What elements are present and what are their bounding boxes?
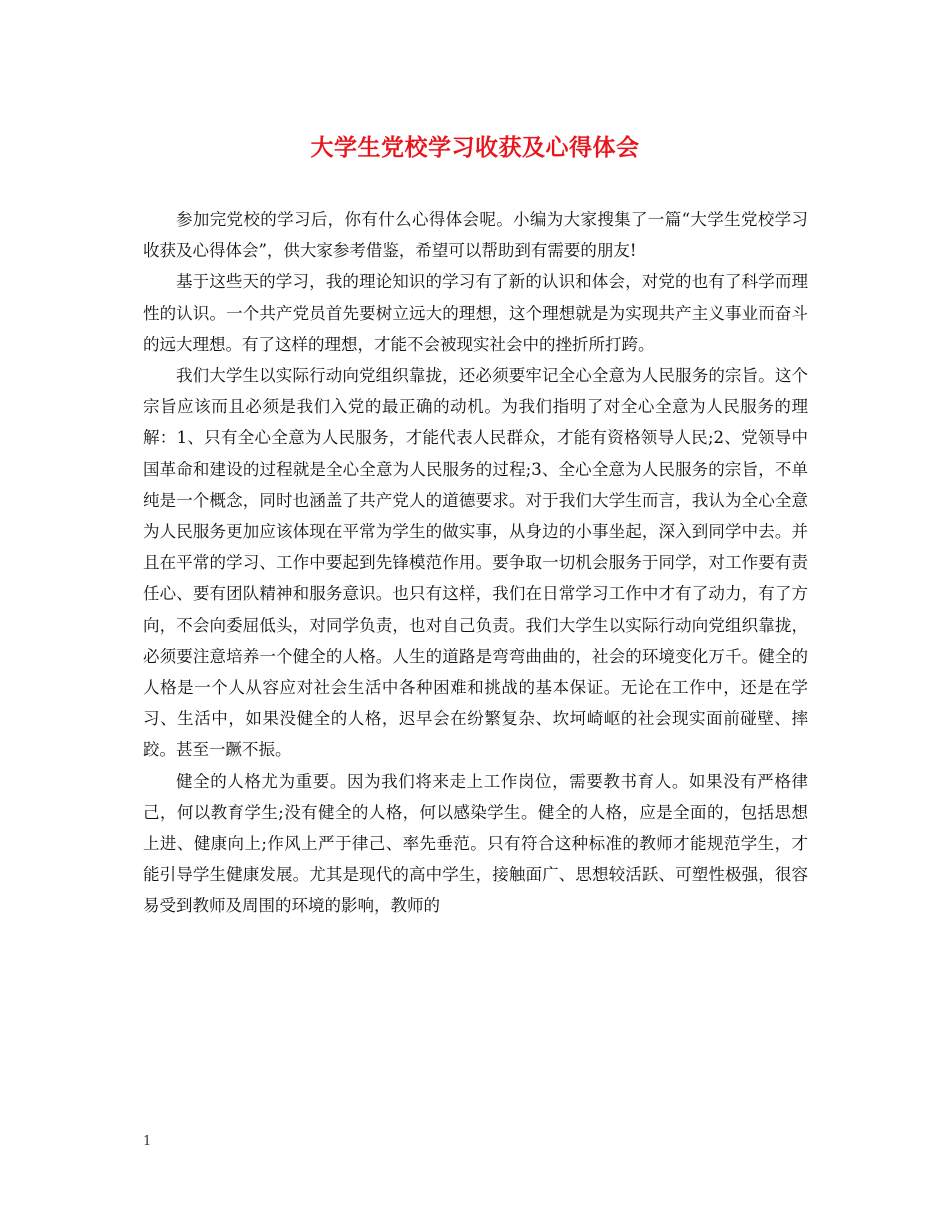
paragraph-intro: 参加完党校的学习后，你有什么心得体会呢。小编为大家搜集了一篇“大学生党校学习收获及心得体会”，供大家参考借鉴，希望可以帮助到有需要的朋友!	[143, 210, 808, 261]
document-body	[143, 204, 808, 922]
paragraph-theory-study: 基于这些天的学习，我的理论知识的学习有了新的认识和体会，对党的也有了科学而理性的认识。一个共产党员首先要树立远大的理想，这个理想就是为实现共产主义事业而奋斗的远大理想。有了这样的理想，才能不会被现实社会中的挫折所打跨。	[143, 272, 808, 354]
paragraph-sound-personality: 健全的人格尤为重要。因为我们将来走上工作岗位，需要教书育人。如果没有严格律己，何以教育学生;没有健全的人格，何以感染学生。健全的人格，应是全面的，包括思想上进、健康向上;作风上严于律己、率先垂范。只有符合这种标准的教师才能规范学生，才能引导学生健康发展。尤其是现代的高中学生，接触面广、思想较活跃、可塑性极强，很容易受到教师及周围的环境的影响，教师的	[143, 771, 808, 916]
paragraph-serve-people: 我们大学生以实际行动向党组织靠拢，还必须要牢记全心全意为人民服务的宗旨。这个宗旨应该而且必须是我们入党的最正确的动机。为我们指明了对全心全意为人民服务的理解：1、只有全心全意为人民服务，才能代表人民群众，才能有资格领导人民;2、党领导中国革命和建设的过程就是全心全意为人民服务的过程;3、全心全意为人民服务的宗旨，不单纯是一个概念，同时也涵盖了共产党人的道德要求。对于我们大学生而言，我认为全心全意为人民服务更加应该体现在平常为学生的做实事，从身边的小事坐起，深入到同学中去。并且在平常的学习、工作中要起到先锋模范作用。要争取一切机会服务于同学，对工作要有责任心、要有团队精神和服务意识。也只有这样，我们在日常学习工作中才有了动力，有了方向，不会向委屈低头，对同学负责，也对自己负责。我们大学生以实际行动向党组织靠拢，必须要注意培养一个健全的人格。人生的道路是弯弯曲曲的，社会的环境变化万千。健全的人格是一个人从容应对社会生活中各种困难和挑战的基本保证。无论在工作中，还是在学习、生活中，如果没健全的人格，迟早会在纷繁复杂、坎坷崎岖的社会现实面前碰壁、摔跤。甚至一蹶不振。	[143, 366, 808, 760]
document-title: 大学生党校学习收获及心得体会	[310, 134, 640, 161]
page-number: 1	[143, 1134, 152, 1149]
